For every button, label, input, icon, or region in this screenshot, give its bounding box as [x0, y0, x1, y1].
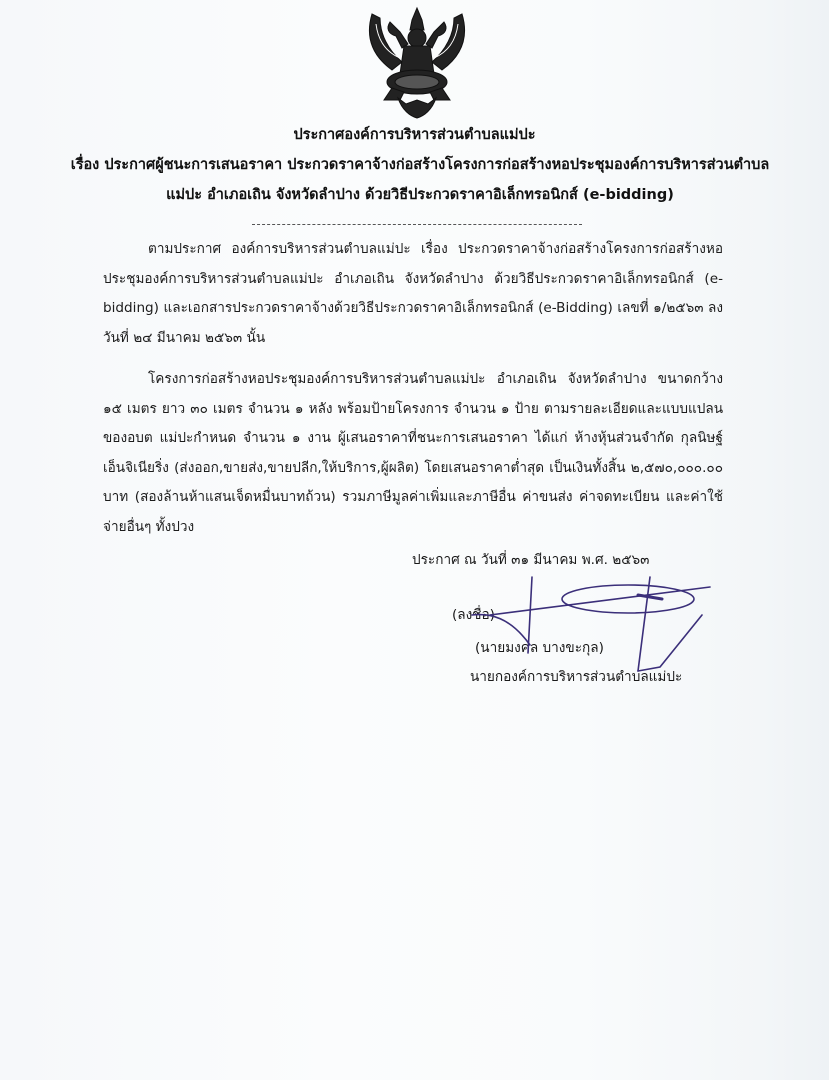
signature-label: (ลงชื่อ)	[452, 607, 495, 623]
signer-name: (นายมงคล บางขะกุล)	[475, 640, 604, 656]
body-paragraph-2	[103, 365, 723, 542]
announcement-date: ประกาศ ณ วันที่ ๓๑ มีนาคม พ.ศ. ๒๕๖๓	[412, 552, 650, 568]
body-paragraph-1	[103, 235, 723, 353]
garuda-emblem-icon	[362, 4, 472, 120]
paragraph-text: ตามประกาศ องค์การบริหารส่วนตำบลแม่ปะ เรื่อง ประกวดราคาจ้างก่อสร้างโครงการก่อสร้างหอประชุมองค์การบริหารส่วนตำบลแม่ปะ อำเภอเถิน จังหวัดลำปาง ด้วยวิธีประกวดราคาอิเล็กทรอนิกส์ (e-bidding) และเอกสารประกวดราคาจ้างด้วยวิธีประกวดราคาอิเล็กทรอนิกส์ (e-Bidding) เลขที่ ๑/๒๕๖๓ ลงวันที่ ๒๔ มีนาคม ๒๕๖๓ นั้น	[103, 241, 723, 346]
separator-line	[252, 224, 582, 225]
paragraph-text: โครงการก่อสร้างหอประชุมองค์การบริหารส่วนตำบลแม่ปะ อำเภอเถิน จังหวัดลำปาง ขนาดกว้าง ๑๕ เมตร ยาว ๓๐ เมตร จำนวน ๑ หลัง พร้อมป้ายโครงการ จำนวน ๑ ป้าย ตามรายละเอียดและแบบแปลนของอบต แม่ปะกำหนด จำนวน ๑ งาน ผู้เสนอราคาที่ชนะการเสนอราคา ได้แก่ ห้างหุ้นส่วนจำกัด กุลนิษฐ์ เอ็นจิเนียริ่ง (ส่งออก,ขายส่ง,ขายปลีก,ให้บริการ,ผู้ผลิต) โดยเสนอราคาต่ำสุด เป็นเงินทั้งสิ้น ๒,๕๗๐,๐๐๐.๐๐ บาท (สองล้านห้าแสนเจ็ดหมื่นบาทถ้วน) รวมภาษีมูลค่าเพิ่มและภาษีอื่น ค่าขนส่ง ค่าจดทะเบียน และค่าใช้จ่ายอื่นๆ ทั้งปวง	[103, 371, 723, 535]
signer-position: นายกองค์การบริหารส่วนตำบลแม่ปะ	[470, 669, 683, 685]
handwritten-signature-icon	[470, 575, 720, 675]
announcement-subject: เรื่อง ประกาศผู้ชนะการเสนอราคา ประกวดราคาจ้างก่อสร้างโครงการก่อสร้างหอประชุมองค์การบริหารส่วนตำบลแม่ปะ อำเภอเถิน จังหวัดลำปาง ด้วยวิธีประกวดราคาอิเล็กทรอนิกส์ (e-bidding)	[70, 157, 770, 203]
organization-title: ประกาศองค์การบริหารส่วนตำบลแม่ปะ	[293, 127, 536, 143]
